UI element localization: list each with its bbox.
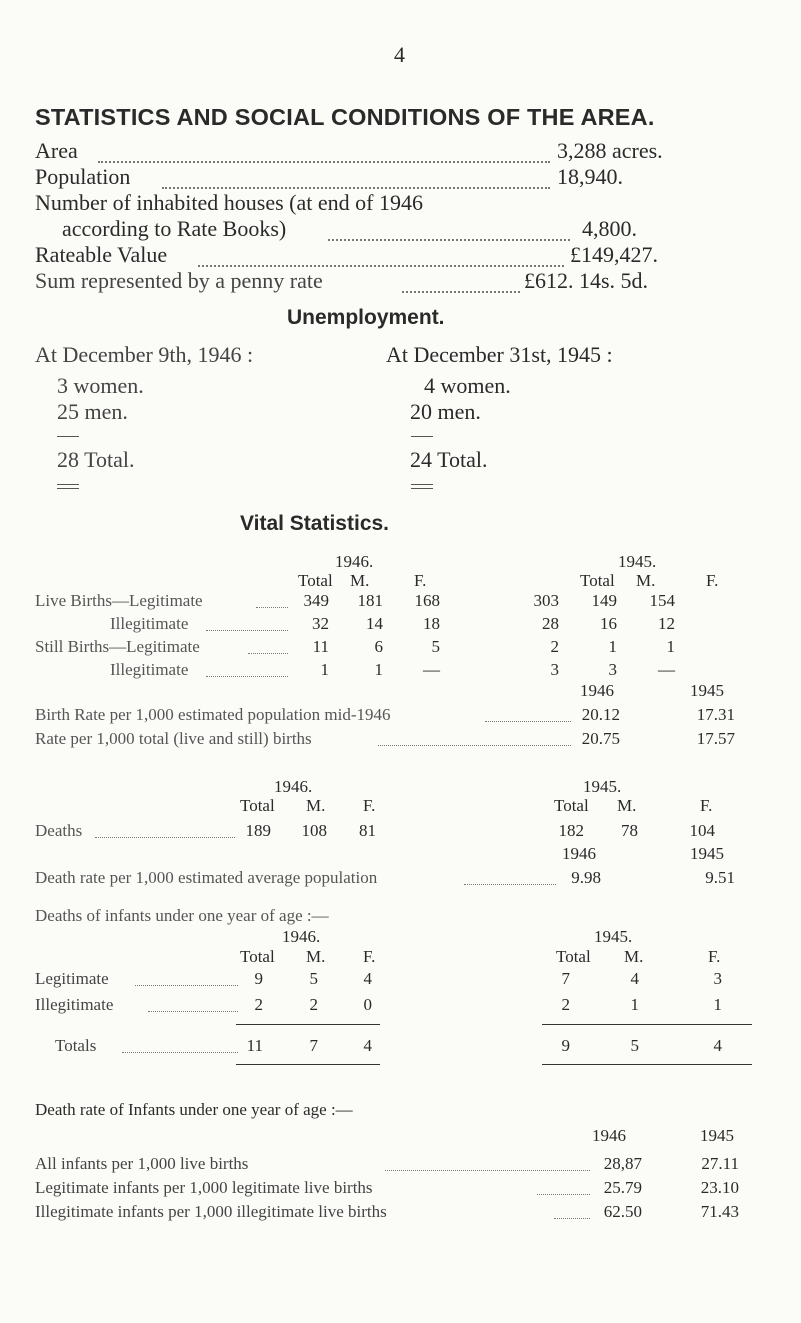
deaths-col-f: F. [363,796,376,815]
infants-cell: 5 [630,1036,639,1055]
still-rate-label: Rate per 1,000 total (live and still) births [35,729,312,748]
infants-cell: 3 [713,969,722,988]
vital-row-label: Illegitimate [110,660,189,679]
divider [57,436,79,437]
vital-cell: 1 [666,637,675,656]
infants-cell: 9 [254,969,263,988]
unemployment-left-women: 3 women. [57,373,144,398]
unemployment-title: Unemployment. [287,306,445,329]
infant-rate-1946: 28,87 [603,1154,642,1173]
totals-rule [236,1024,380,1025]
infant-rates-year-1946: 1946 [592,1126,626,1145]
leader-dots [198,265,564,267]
infant-rate-label: All infants per 1,000 live births [35,1154,249,1173]
vital-cell: 154 [649,591,675,610]
infants-year-1945: 1945. [594,927,633,946]
vital-cell: 349 [303,591,329,610]
infants-col-f: F. [363,947,376,966]
vital-col-m-1945: M. [636,571,656,590]
infants-cell: 0 [363,995,372,1014]
vital-year-1946: 1946. [335,552,374,571]
vital-title: Vital Statistics. [240,512,390,535]
deaths-cell: 108 [301,821,327,840]
deaths-label: Deaths [35,821,83,840]
infants-year-1946: 1946. [282,927,321,946]
still-rate-1946: 20.75 [581,729,620,748]
deaths-cell: 78 [621,821,638,840]
infant-rate-1945: 23.10 [700,1178,739,1197]
vital-cell: 3 [550,660,559,679]
vital-col-f: F. [414,571,427,590]
leader-dots [378,745,571,746]
infants-cell: 5 [309,969,318,988]
vital-row-label: Illegitimate [110,614,189,633]
vital-cell: 303 [533,591,559,610]
leader-dots [485,721,571,722]
rate-year-1946: 1946 [580,681,614,700]
vital-cell: 1 [320,660,329,679]
vital-cell: 1 [374,660,383,679]
leader-dots [122,1052,238,1053]
vital-cell: 168 [414,591,440,610]
deaths-year-1946: 1946. [274,777,313,796]
infants-col-m-1945: M. [624,947,644,966]
infants-row-label: Legitimate [35,969,109,988]
deaths-col-total-1945: Total [554,796,589,815]
infants-row-label: Illegitimate [35,995,114,1014]
population-value: 18,940. [557,164,623,189]
leader-dots [135,985,238,986]
leader-dots [148,1011,238,1012]
vital-cell: — [423,660,440,679]
infants-cell: 11 [246,1036,263,1055]
unemployment-left-heading: At December 9th, 1946 : [35,342,254,367]
infant-rates-year-1945: 1945 [700,1126,734,1145]
houses-label-line1: Number of inhabited houses (at end of 1946 [35,190,423,215]
deaths-cell: 104 [689,821,715,840]
deaths-year-1945: 1945. [583,777,622,796]
page-number: 4 [394,42,405,67]
penny-label: Sum represented by a penny rate [35,268,323,293]
infants-col-total-1945: Total [556,947,591,966]
infants-cell: 2 [254,995,263,1014]
infants-col-total: Total [240,947,275,966]
infant-rate-1946: 62.50 [603,1202,642,1221]
deaths-cell: 182 [558,821,584,840]
vital-cell: 28 [542,614,559,633]
infants-row-label: Totals [55,1036,97,1055]
infants-cell: 4 [630,969,639,988]
infants-cell: 4 [363,969,372,988]
infants-intro: Deaths of infants under one year of age :— [35,906,329,925]
population-label: Population [35,164,131,189]
still-rate-1945: 17.57 [696,729,735,748]
vital-col-total-1945: Total [580,571,615,590]
houses-value: 4,800. [582,216,637,241]
infant-rate-label: Illegitimate infants per 1,000 illegitimate live births [35,1202,387,1221]
infant-rates-intro: Death rate of Infants under one year of age :— [35,1100,353,1119]
infants-cell: 1 [713,995,722,1014]
deaths-col-m: M. [306,796,326,815]
houses-label-line2: according to Rate Books) [62,216,287,241]
unemployment-right-men: 20 men. [410,399,481,424]
unemployment-left-total: 28 Total. [57,447,135,472]
deaths-cell: 189 [245,821,271,840]
vital-cell: 11 [312,637,329,656]
birth-rate-label: Birth Rate per 1,000 estimated population mid-1946 [35,705,391,724]
infants-cell: 2 [561,995,570,1014]
infants-cell: 7 [309,1036,318,1055]
vital-row-label: Live Births—Legitimate [35,591,203,610]
unemployment-right-heading: At December 31st, 1945 : [386,342,613,367]
leader-dots [385,1170,590,1171]
infant-rate-label: Legitimate infants per 1,000 legitimate live births [35,1178,373,1197]
unemployment-right-total: 24 Total. [410,447,488,472]
birth-rate-1946: 20.12 [581,705,620,724]
vital-cell: 6 [374,637,383,656]
vital-cell: 1 [608,637,617,656]
area-label: Area [35,138,78,163]
infants-col-m: M. [306,947,326,966]
infants-cell: 7 [561,969,570,988]
rateable-value: £149,427. [570,242,658,267]
leader-dots [162,187,550,189]
vital-cell: 16 [600,614,617,633]
deaths-rate-year-1946: 1946 [562,844,596,863]
death-rate-label: Death rate per 1,000 estimated average population [35,868,378,887]
leader-dots [98,161,550,163]
vital-cell: 14 [366,614,383,633]
leader-dots [402,291,520,293]
deaths-rate-year-1945: 1945 [690,844,724,863]
totals-rule [542,1064,752,1065]
infants-cell: 1 [630,995,639,1014]
vital-row-label: Still Births—Legitimate [35,637,200,656]
vital-cell: 5 [431,637,440,656]
infants-col-f-1945: F. [708,947,721,966]
infants-cell: 2 [309,995,318,1014]
leader-dots [95,837,235,838]
double-divider [57,484,79,489]
deaths-col-m-1945: M. [617,796,637,815]
vital-cell: 32 [312,614,329,633]
death-rate-1945: 9.51 [705,868,735,887]
vital-cell: 149 [591,591,617,610]
vital-cell: 2 [550,637,559,656]
infants-cell: 4 [363,1036,372,1055]
leader-dots [464,884,556,885]
deaths-col-f-1945: F. [700,796,713,815]
unemployment-left-men: 25 men. [57,399,128,424]
deaths-cell: 81 [359,821,376,840]
vital-col-total: Total [298,571,333,590]
infant-rate-1946: 25.79 [603,1178,642,1197]
death-rate-1946: 9.98 [571,868,601,887]
totals-rule [236,1064,380,1065]
leader-dots [328,239,570,241]
penny-value: £612. 14s. 5d. [524,268,649,293]
rate-year-1945: 1945 [690,681,724,700]
vital-col-m: M. [350,571,370,590]
deaths-col-total: Total [240,796,275,815]
birth-rate-1945: 17.31 [696,705,735,724]
totals-rule [542,1024,752,1025]
infant-rate-1945: 27.11 [701,1154,739,1173]
leader-dots [206,676,288,677]
leader-dots [248,653,288,654]
leader-dots [537,1194,590,1195]
vital-cell: 3 [608,660,617,679]
vital-col-f-1945: F. [706,571,719,590]
divider [411,436,433,437]
leader-dots [206,630,288,631]
vital-cell: 12 [658,614,675,633]
unemployment-right-women: 4 women. [424,373,511,398]
infants-cell: 9 [561,1036,570,1055]
infants-cell: 4 [713,1036,722,1055]
leader-dots [256,607,288,608]
double-divider [411,484,433,489]
vital-year-1945: 1945. [618,552,657,571]
vital-cell: 181 [357,591,383,610]
infant-rate-1945: 71.43 [700,1202,739,1221]
vital-cell: — [658,660,675,679]
rateable-label: Rateable Value [35,242,168,267]
area-value: 3,288 acres. [557,138,663,163]
leader-dots [554,1218,590,1219]
page-title: STATISTICS AND SOCIAL CONDITIONS OF THE AREA. [35,104,655,130]
vital-cell: 18 [423,614,440,633]
